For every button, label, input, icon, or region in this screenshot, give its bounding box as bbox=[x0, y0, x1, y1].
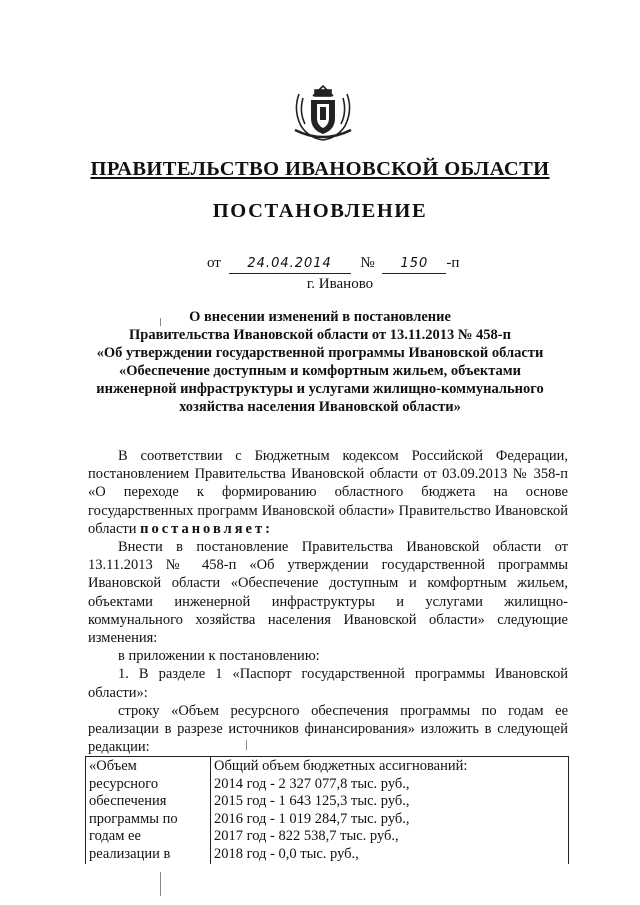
organization-title: ПРАВИТЕЛЬСТВО ИВАНОВСКОЙ ОБЛАСТИ bbox=[90, 158, 550, 180]
subject-line: хозяйства населения Ивановской области» bbox=[179, 399, 461, 415]
section-paragraph: 1. В разделе 1 «Паспорт государственной программы Ивановской области»: bbox=[88, 666, 568, 701]
date-prefix: от bbox=[207, 255, 221, 271]
left-cell-line: «Объем bbox=[89, 758, 137, 774]
table-right-cell bbox=[211, 757, 569, 865]
right-cell-line: 2014 год - 2 327 077,8 тыс. руб., bbox=[214, 775, 410, 792]
left-cell-line: программы по bbox=[89, 810, 178, 827]
coat-of-arms-emblem bbox=[291, 80, 355, 144]
date-field: 24.04.2014 bbox=[229, 256, 351, 274]
scan-mark bbox=[246, 740, 247, 750]
document-subject bbox=[60, 308, 580, 416]
decree-word: постановляет: bbox=[140, 520, 273, 537]
number-label: № bbox=[360, 255, 375, 271]
subject-line: «Об утверждении государственной программы Ивановской области bbox=[96, 345, 544, 361]
funding-table bbox=[85, 756, 569, 864]
amendment-paragraph: Внести в постановление Правительства Ивановской области от 13.11.2013 № 458-п «Об утверждении государственной программы Ивановской области «Обеспечение доступным и комфортным жильем, объектами инженерной инфраструктуры и услугами жилищно-коммунального хозяйства населения Ивановской области» следующие изменения: bbox=[88, 539, 568, 647]
scan-mark bbox=[160, 318, 161, 326]
subject-line: «Обеспечение доступным и комфортным жильем, объектами bbox=[118, 363, 522, 379]
subject-line: Правительства Ивановской области от 13.11.2013 № 458-п bbox=[129, 327, 511, 343]
left-cell-line: реализации в bbox=[89, 845, 171, 862]
right-cell-line: 2015 год - 1 643 125,3 тыс. руб., bbox=[214, 793, 410, 809]
left-cell-line: ресурсного bbox=[89, 775, 159, 792]
city-line: г. Иваново bbox=[306, 276, 374, 292]
appendix-paragraph: в приложении к постановлению: bbox=[118, 648, 320, 665]
document-body bbox=[88, 447, 568, 756]
preamble-text: В соответствии с Бюджетным кодексом Российской Федерации, постановлением Правительства Ивановской области от 03.09.2013 № 358-п «О переходе к формированию областного бюджета на основе государственных программ Ивановской области» Правительство Ивановской области bbox=[88, 448, 568, 537]
right-cell-line: Общий объем бюджетных ассигнований: bbox=[214, 758, 468, 774]
left-cell-line: годам ее bbox=[89, 828, 141, 844]
scan-mark bbox=[160, 872, 161, 896]
number-field: 150 bbox=[382, 256, 446, 274]
table-left-cell bbox=[86, 757, 211, 865]
table-row bbox=[86, 757, 569, 865]
preamble-paragraph bbox=[88, 447, 568, 538]
number-suffix: -п bbox=[446, 255, 460, 271]
right-cell-line: 2018 год - 0,0 тыс. руб., bbox=[214, 845, 359, 862]
date-number-line bbox=[207, 255, 459, 274]
row-replacement-paragraph: строку «Объем ресурсного обеспечения программы по годам ее реализации в разрезе источников финансирования» изложить в следующей редакции: bbox=[88, 702, 568, 756]
document-type: ПОСТАНОВЛЕНИЕ bbox=[212, 200, 428, 222]
right-cell-line: 2017 год - 822 538,7 тыс. руб., bbox=[214, 828, 399, 844]
subject-line: О внесении изменений в постановление bbox=[189, 309, 451, 325]
subject-line: инженерной инфраструктуры и услугами жилищно-коммунального bbox=[96, 381, 544, 397]
right-cell-line: 2016 год - 1 019 284,7 тыс. руб., bbox=[214, 810, 410, 827]
left-cell-line: обеспечения bbox=[89, 793, 167, 809]
